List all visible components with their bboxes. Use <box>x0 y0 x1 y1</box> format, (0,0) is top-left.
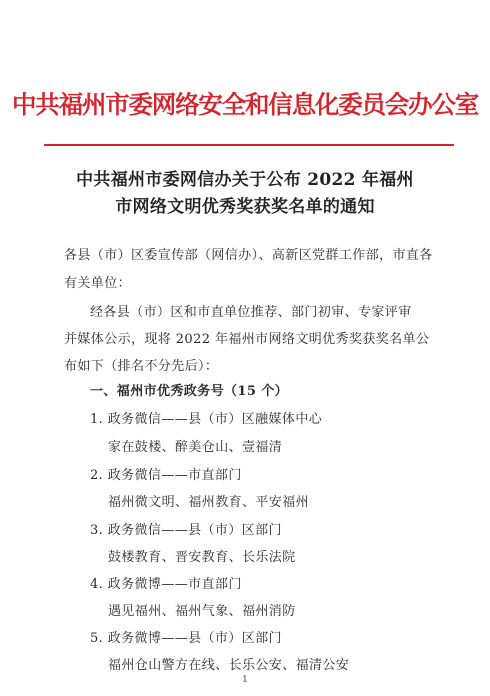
addressee-line-1: 各县（市）区委宣传部（网信办）、高新区党群工作部，市直各 <box>64 248 433 263</box>
list-item-names: 家在鼓楼、醉美仓山、壹福清 <box>108 440 283 455</box>
document-title-line-1: 中共福州市委网信办关于公布 2022 年福州 <box>76 170 414 190</box>
paragraph-line-2: 并媒体公示，现将 2022 年福州市网络文明优秀奖获奖名单公 <box>64 332 430 347</box>
list-item-names: 鼓楼教育、晋安教育、长乐法院 <box>108 550 296 565</box>
document-title-line-2: 市网络文明优秀奖获奖名单的通知 <box>115 197 375 217</box>
list-item-category: 3. 政务微信——县（市）区部门 <box>90 523 282 538</box>
page-number: 1 <box>242 675 248 685</box>
section-heading: 一、福州市优秀政务号（15 个） <box>90 384 289 399</box>
list-item-category: 4. 政务微博——市直部门 <box>90 577 242 592</box>
list-item-category: 2. 政务微信——市直部门 <box>90 468 242 483</box>
list-item-category: 5. 政务微博——县（市）区部门 <box>90 631 282 646</box>
paragraph-line-1: 经各县（市）区和市直单位推荐、部门初审、专家评审 <box>90 305 412 320</box>
list-item-names: 福州仓山警方在线、长乐公安、福清公安 <box>108 658 350 673</box>
list-item-category: 1. 政务微信——县（市）区融媒体中心 <box>90 412 323 427</box>
masthead: 中共福州市委网络安全和信息化委员会办公室 <box>12 90 478 119</box>
list-item-names: 福州微文明、福州教育、平安福州 <box>108 495 310 510</box>
list-item-names: 遇见福州、福州气象、福州消防 <box>108 604 296 619</box>
addressee-line-2: 有关单位： <box>64 276 132 291</box>
red-divider-line <box>44 144 454 146</box>
paragraph-line-3: 布如下（排名不分先后）： <box>64 359 219 374</box>
